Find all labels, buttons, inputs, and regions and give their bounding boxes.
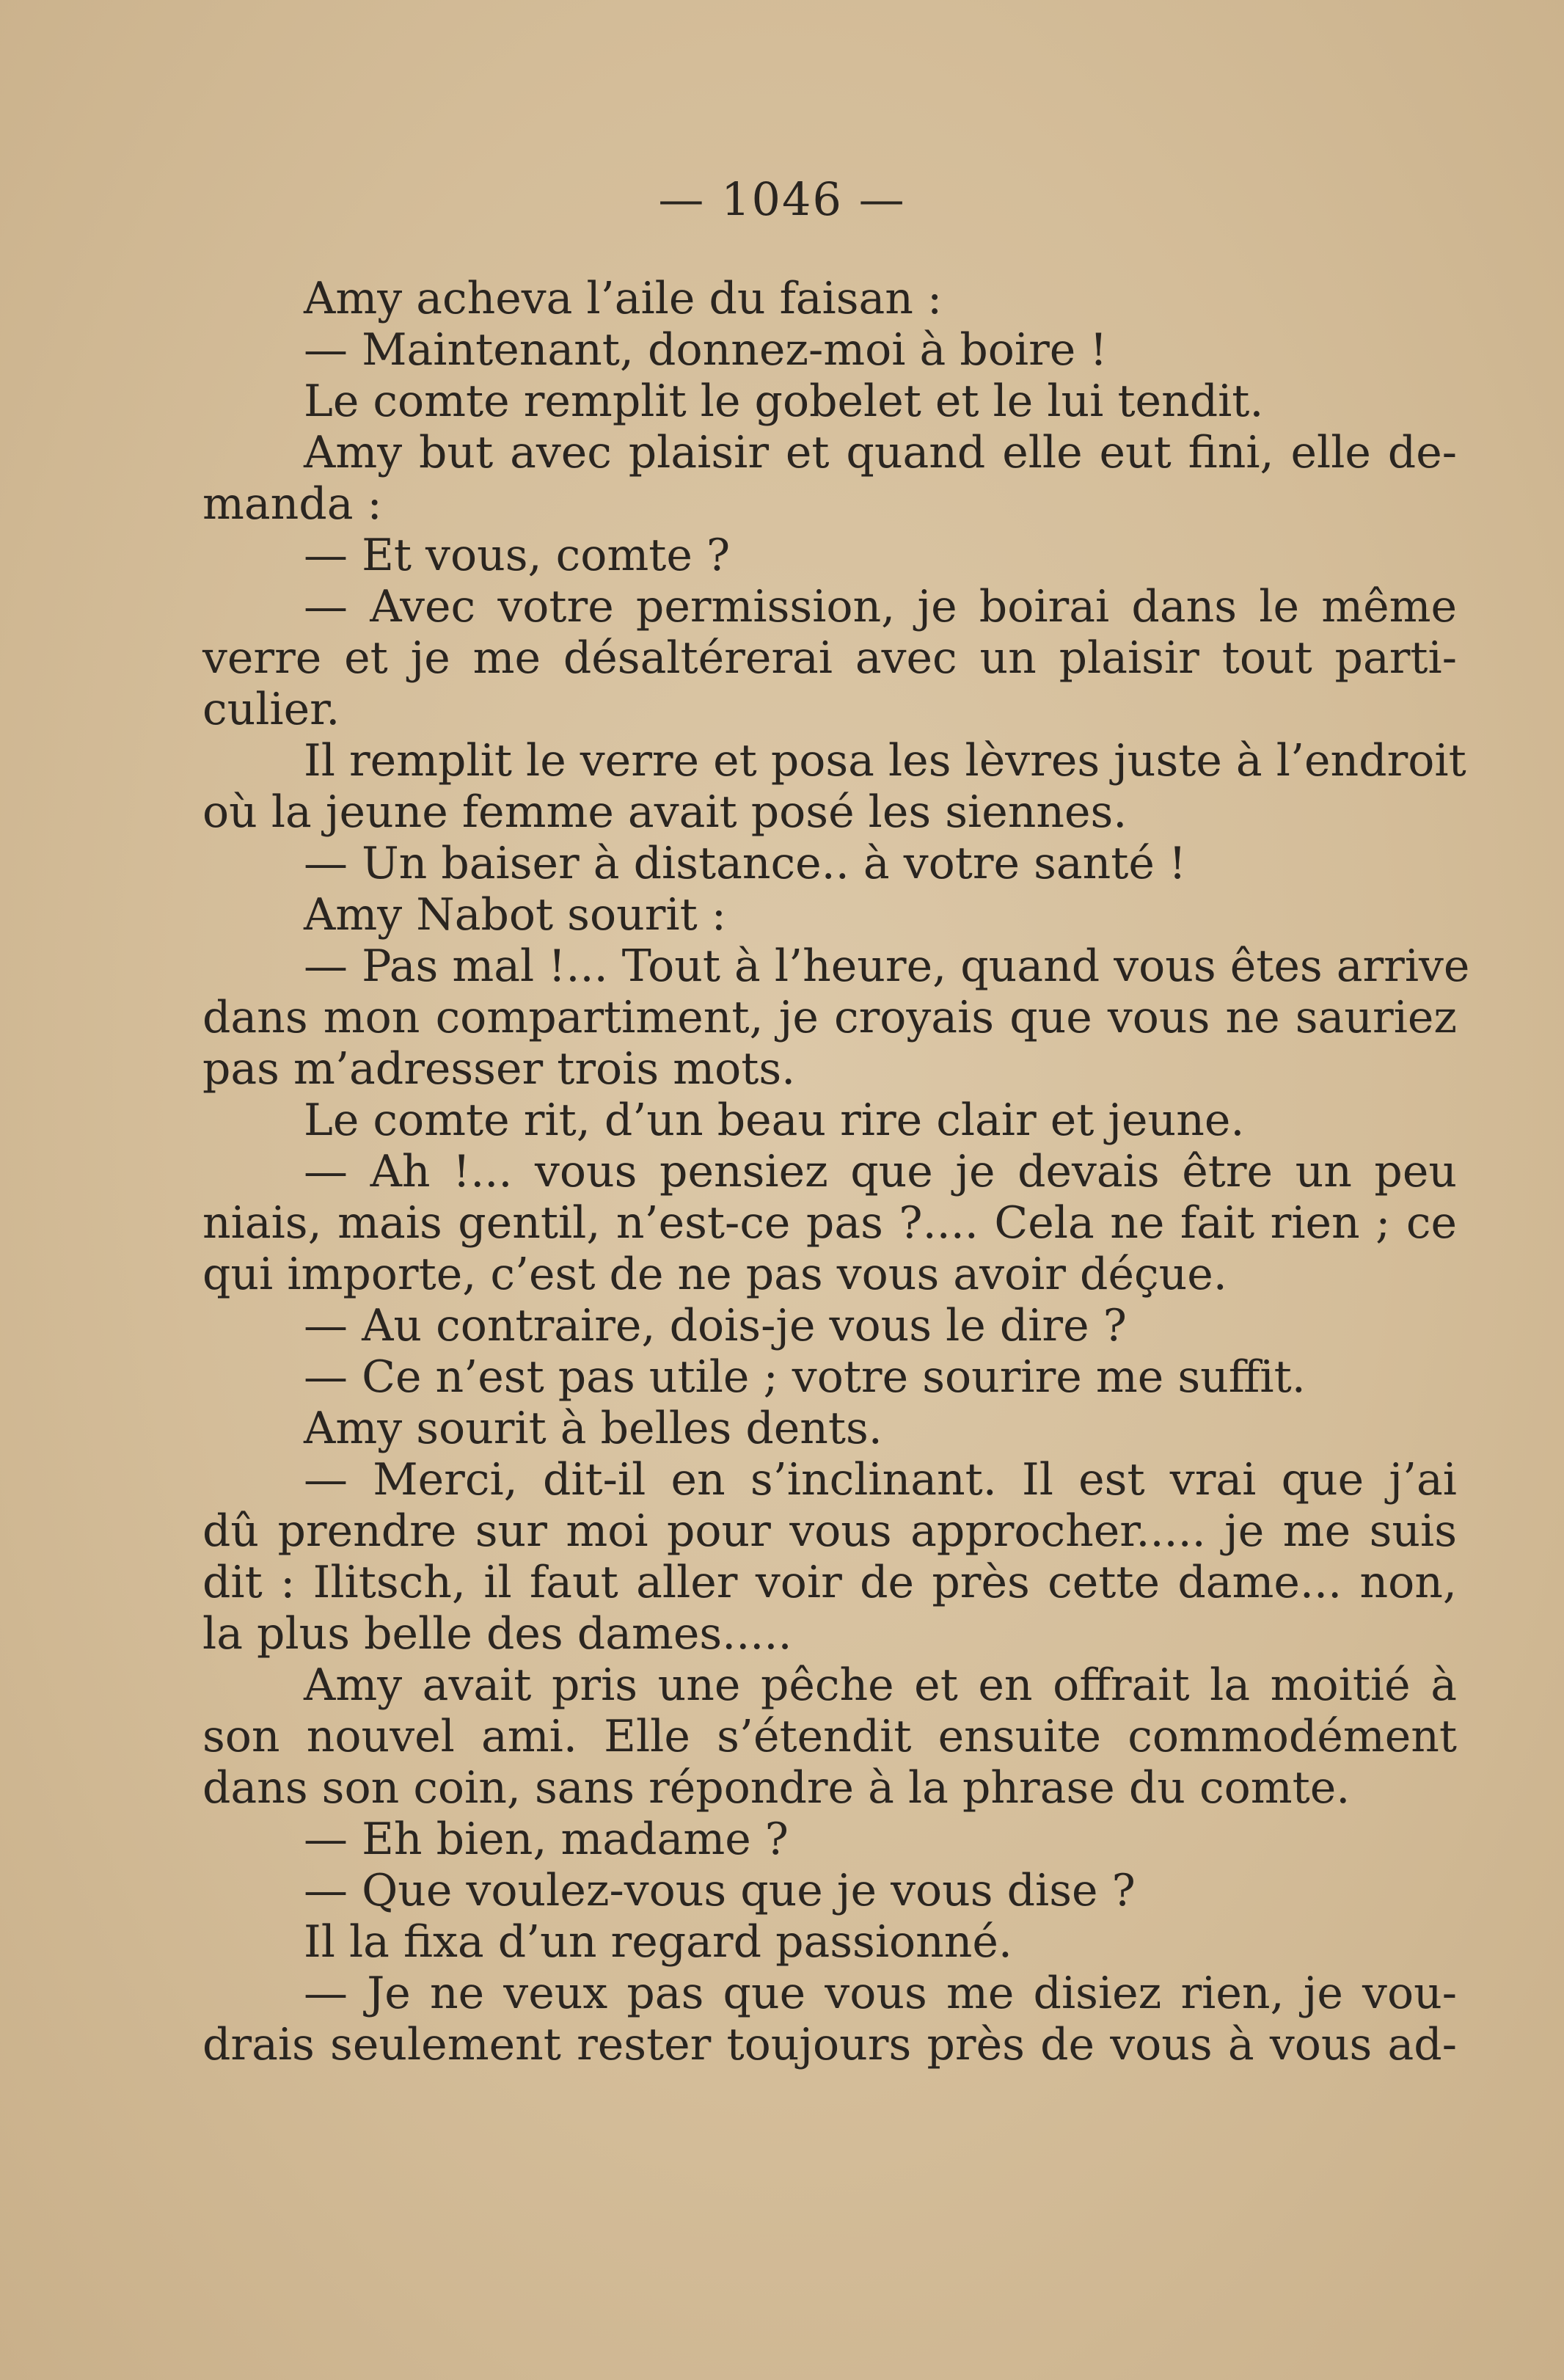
text-line: Il remplit le verre et posa les lèvres juste à l’endroit (304, 735, 1466, 786)
text-line: dans son coin, sans répondre à la phrase du comte. (202, 1762, 1351, 1814)
text-line: — Pas mal !... Tout à l’heure, quand vous êtes arrive (304, 941, 1470, 992)
text-line: — Ce n’est pas utile ; votre sourire me suffit. (304, 1351, 1306, 1403)
text-line: manda : (202, 478, 382, 530)
text-line: Le comte rit, d’un beau rire clair et jeune. (304, 1095, 1245, 1146)
text-line: drais seulement rester toujours près de vous à vous ad- (202, 2019, 1457, 2070)
text-line: — Un baiser à distance.. à votre santé ! (304, 838, 1187, 889)
text-line: Le comte remplit le gobelet et le lui tendit. (304, 376, 1264, 427)
text-line: — Et vous, comte ? (304, 530, 731, 581)
text-line: son nouvel ami. Elle s’étendit ensuite commodément (202, 1711, 1457, 1762)
text-line: Amy avait pris une pêche et en offrait la moitié à (304, 1660, 1457, 1711)
text-line: — Avec votre permission, je boirai dans le même (304, 581, 1457, 632)
text-line: pas m’adresser trois mots. (202, 1043, 796, 1095)
text-line: dit : Ilitsch, il faut aller voir de près cette dame... non, (202, 1557, 1457, 1608)
text-line: verre et je me désaltérerai avec un plaisir tout parti- (202, 632, 1457, 684)
text-line: Amy Nabot sourit : (304, 889, 727, 941)
text-line: où la jeune femme avait posé les siennes. (202, 786, 1128, 838)
text-line: — Je ne veux pas que vous me disiez rien, je vou- (304, 1968, 1457, 2019)
text-line: — Que voulez-vous que je vous dise ? (304, 1865, 1136, 1916)
text-line: — Au contraire, dois-je vous le dire ? (304, 1300, 1127, 1351)
text-line: niais, mais gentil, n’est-ce pas ?.... Cela ne fait rien ; ce (202, 1197, 1457, 1249)
text-line: qui importe, c’est de ne pas vous avoir déçue. (202, 1249, 1227, 1300)
text-line: dans mon compartiment, je croyais que vous ne sauriez (202, 992, 1457, 1043)
text-line: Amy acheva l’aile du faisan : (304, 273, 943, 324)
text-line: Amy but avec plaisir et quand elle eut fini, elle de- (304, 427, 1457, 478)
page-body-text (202, 273, 1470, 2070)
text-line: Amy sourit à belles dents. (304, 1403, 883, 1454)
text-line: culier. (202, 684, 340, 735)
text-line: Il la fixa d’un regard passionné. (304, 1916, 1013, 1968)
text-line: la plus belle des dames..... (202, 1608, 792, 1660)
page-number: — 1046 — (658, 172, 906, 226)
text-line: dû prendre sur moi pour vous approcher..... je me suis (202, 1505, 1457, 1557)
text-line: — Merci, dit-il en s’inclinant. Il est vrai que j’ai (304, 1454, 1457, 1505)
text-line: — Eh bien, madame ? (304, 1814, 789, 1865)
text-line: — Ah !... vous pensiez que je devais être un peu (304, 1146, 1457, 1197)
text-line: — Maintenant, donnez-moi à boire ! (304, 324, 1108, 376)
